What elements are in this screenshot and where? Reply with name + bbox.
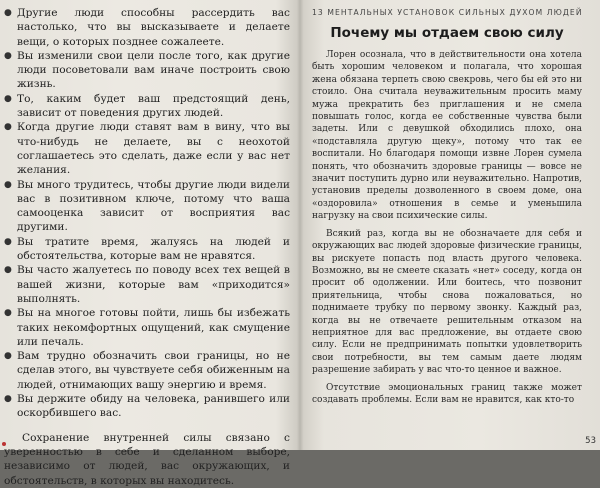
closing-paragraph: Сохранение внутренней силы связано с уверенностью в себе и сделанном выборе, независимо от людей, вас окружающих, и обстоятельств, в которых вы находитесь. bbox=[4, 431, 290, 487]
list-item: ● Вам трудно обозначить свои границы, но не сделав этого, вы чувствуете себя обиженным на людей, отнимающих вашу энергию и время. bbox=[4, 349, 290, 392]
body-paragraph: Всякий раз, когда вы не обозначаете для себя и окружающих вас людей здоровые физические границы, вы рискуете попасть под власть другого человека. Возможно, вы не смеете сказать «нет» соседу, когда он просит об одолжении. Или боитесь, что позвонит приятельница, чтобы снова пожаловаться, но поднимаете трубку по первому звонку. Каждый раз, когда вы не отвечаете решительным отказом на неприятное для вас предложение, вы отдаете свою силу. Если не предпринимать попытки удовлетворить свои потребности, вы тем самым даете людям разрешение забирать у вас что-то ценное и важное. bbox=[312, 228, 582, 376]
list-item: ● Вы изменили свои цели после того, как другие люди посоветовали вам иначе построить свою жизнь. bbox=[4, 49, 290, 92]
list-item: ● Вы на многое готовы пойти, лишь бы избежать таких некомфортных ощущений, как смущение или печаль. bbox=[4, 306, 290, 349]
list-item: ● Вы тратите время, жалуясь на людей и обстоятельства, которые вам не нравятся. bbox=[4, 235, 290, 264]
list-item: ● Вы держите обиду на человека, ранившего или оскорбившего вас. bbox=[4, 392, 290, 421]
corner-mark bbox=[2, 442, 6, 446]
list-item: ● Другие люди способны рассердить вас настолько, что вы высказываете и делаете вещи, о которых позднее сожалеете. bbox=[4, 6, 290, 49]
list-item: ● То, каким будет ваш предстоящий день, зависит от поведения других людей. bbox=[4, 92, 290, 121]
body-paragraph: Отсутствие эмоциональных границ также может создавать проблемы. Если вам не нравится, как кто-то bbox=[312, 382, 582, 405]
page-number: 53 bbox=[585, 436, 596, 446]
list-item: ● Когда другие люди ставят вам в вину, что вы что-нибудь не делаете, вы с неохотой соглашаетесь это сделать, даже если у вас нет желания. bbox=[4, 120, 290, 177]
list-item: ● Вы часто жалуетесь по поводу всех тех вещей в вашей жизни, которые вам «приходится» выполнять. bbox=[4, 263, 290, 306]
body-paragraph: Лорен осознала, что в действительности она хотела быть хорошим человеком и полагала, что хорошая жена обязана терпеть свою свекровь, чего бы ей это ни стоило. Она считала неуважительным просить маму мужа прекратить без приглашения и не смела повышать голос, когда ее собственные чувства были задеты. Или с девушкой обходились плохо, она «подставляла другую щеку», потому что так ее воспитали. Но благодаря помощи извне Лорен сумела понять, что обозначить здоровые границы — вовсе не значит поступить дурно или неуважительно. Напротив, установив пределы дозволенного в своем доме, она «оздоровила» отношения в семье и уменьшила нагрузку на свои психические силы. bbox=[312, 50, 582, 222]
running-head: 13 МЕНТАЛЬНЫХ УСТАНОВОК СИЛЬНЫХ ДУХОМ ЛЮДЕЙ bbox=[312, 8, 583, 17]
bullet-list bbox=[4, 6, 290, 421]
right-page bbox=[312, 8, 582, 444]
chapter-title: Почему мы отдаем свою силу bbox=[330, 25, 564, 41]
list-item: ● Вы много трудитесь, чтобы другие люди видели вас в позитивном ключе, потому что ваша самооценка зависит от восприятия вас другими. bbox=[4, 178, 290, 235]
left-page bbox=[4, 6, 290, 487]
